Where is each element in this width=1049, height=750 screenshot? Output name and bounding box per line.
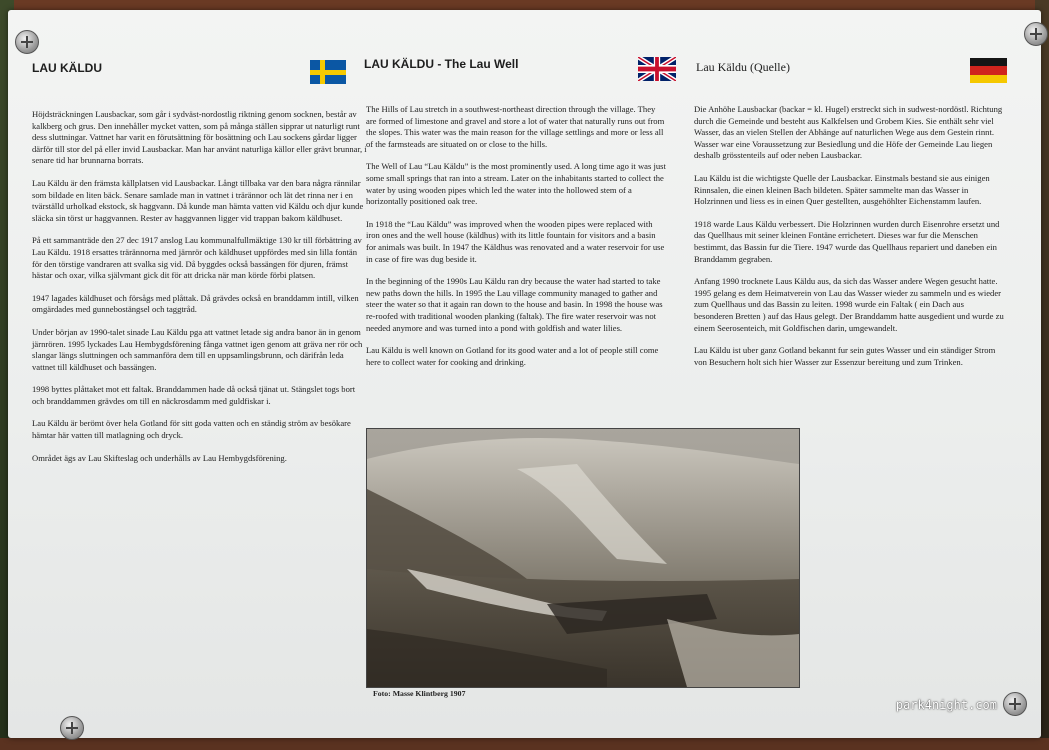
german-paragraph: Anfang 1990 trocknete Laus Käldu aus, da sich das Wasser andere Wegen gesucht hatte. 1995 gelang es dem Heimatverein von Lau das Wasser wieder zu sammeln und es wieder zum Quellhaus und das Bassin zu leiten. 1998 wurde ein Faltak ( ein Dach aus besonderen Bretten ) auf das Haus gelegt. Der Branddamm hatte ausgedient und wurde zu einem Seerosenteich, mit Goldfischen darin, umgewandelt. [694, 276, 1004, 333]
screw-icon [1024, 22, 1048, 46]
information-sign [8, 10, 1041, 738]
swedish-text [32, 109, 368, 475]
flag-uk-icon [638, 57, 676, 81]
wooden-frame-bottom [0, 738, 1049, 750]
screw-icon [15, 30, 39, 54]
english-paragraph: In 1918 the “Lau Käldu” was improved when the wooden pipes were replaced with iron ones and the well house (käldhus) with its little fountain for visitors and a basin for animals was built. In 1947 the Käldhus was renovated and a water reservoir for use in case of fire was dug beside it. [366, 218, 665, 264]
flag-sweden-icon [310, 60, 346, 84]
german-paragraph: Lau Käldu ist die wichtigste Quelle der Lausbackar. Einstmals bestand sie aus einigen Rinnsalen, die einen kleinen Bach bildeten. Später sammelte man das Wasser in Holzrinnen und liess es in einen Quer gestellten, ausgehöhlter Eichenstamm laufen. [694, 172, 990, 207]
swedish-paragraph: Under början av 1990-talet sinade Lau Käldu pga att vattnet letade sig andra banor än in genom järnrören. 1995 lyckades Lau Hembygdsförening fånga vattnet igen genom att gräva ner rör och slangar längs sluttningen och sammanföra dem till en uppsamlingsbrunn, och därifrån leda vattnet till käldhuset och bassängen. [32, 326, 363, 372]
german-paragraph: Lau Käldu ist uber ganz Gotland bekannt fur sein gutes Wasser und ein ständiger Strom von Besuchern holt sich hier Wasser zur Essenzur bereitung und zum Trinken. [694, 345, 996, 367]
german-paragraph: Die Anhöhe Lausbackar (backar = kl. Hugel) erstreckt sich in sudwest-nordöstl. Richtung durch die Gemeinde und besteht aus Kalkfelsen und Grobem Kies. Sie enthält sehr viel Wasser, das an vielen Stellen der Abhänge auf naturlichen Wege aus dem Gestein rinnt. Wasser war eine Voraussetzung zur Besiedlung und die Höfe der Gemeinde Lau liegen deshalb grösstenteils auf oder neben Lausbackar. [694, 104, 1003, 161]
swedish-paragraph: 1947 lagades käldhuset och försågs med plåttak. Då grävdes också en branddamm intill, vilken omgärdades med gunnebostängsel och taggtråd. [32, 292, 359, 315]
screw-icon [60, 716, 84, 740]
swedish-paragraph: Lau Käldu är berömt över hela Gotland för sitt goda vatten och en ständig ström av besökare hämtar här vatten till matlagning och dryck. [32, 418, 351, 441]
swedish-paragraph: 1998 byttes plåttaket mot ett faltak. Branddammen hade då också tjänat ut. Stängslet togs bort och branddammen grävdes om till en näckrosdamm med guldfiskar i. [32, 384, 356, 406]
screw-icon [1003, 692, 1027, 716]
german-paragraph: 1918 warde Laus Käldu verbessert. Die Holzrinnen wurden durch Eisenrohre ersetzt und das Quellhaus mit seiner kleinen Fontäne errichetert. Dieses war fur die Menschen bestimmt, das Bassin fur die Tiere. 1947 wurde das Quellhaus repariert und daneben ein Branddamm gegraben. [694, 218, 1000, 264]
english-title: LAU KÄLDU - The Lau Well [364, 57, 519, 71]
historic-photograph [366, 428, 800, 688]
german-text [694, 104, 1004, 379]
photo-caption: Foto: Masse Klintberg 1907 [373, 689, 466, 698]
english-paragraph: In the beginning of the 1990s Lau Käldu ran dry because the water had started to take new paths down the hills. In 1995 the Lau village community managed to gather and steer the water so that it again ran down to the house and basin. In 1998 the house was re-roofed with traditional wooden planking (faltak). The fire water reservoir was not needed anymore and was turned into a pond with goldfish and water lilies. [366, 276, 663, 333]
swedish-title: LAU KÄLDU [32, 61, 102, 75]
german-title: Lau Käldu (Quelle) [696, 60, 790, 74]
swedish-paragraph: Lau Käldu är den främsta källplatsen vid Lausbackar. Långt tillbaka var den bara några rännilar som bildade en liten bäck. Senare samlade man in vattnet i trärännor och lät det rinna ner i en tvärställd urholkad ekstock, sk haggvann. Då kunde man hämta vatten vid Käldu och djur kunde släcka sin törst ur haggvannen. Rester av haggvannen ligger vid trappan bakom käldhuset. [32, 177, 364, 223]
swedish-paragraph: Området ägs av Lau Skifteslag och underhålls av Lau Hembygdsförening. [32, 452, 287, 463]
swedish-paragraph: Höjdsträckningen Lausbackar, som går i sydväst-nordostlig riktning genom socknen, består av kalkberg och grus. Den innehåller mycket vatten, som på många ställen sipprar ut naturligt runt dess sluttningar. Vattnet har varit en förutsättning för bosättning och Lau sockens gårdar ligger därför till stor del på eller invid Lausbackar. Man har använt naturliga källor eller grävt brunnar, i senare tid har brunnarna borrats. [32, 109, 367, 166]
english-paragraph: Lau Käldu is well known on Gotland for its good water and a lot of people still come here to collect water for cooking and drinking. [366, 345, 659, 367]
watermark: park4night.com [895, 698, 997, 712]
english-paragraph: The Hills of Lau stretch in a southwest-northeast direction through the village. They are formed of limestone and gravel and store a lot of water that naturally runs out from the slopes. This water was the main reason for the village settlings and more or less all of the farmsteads are situated on or close to the hills. [366, 104, 665, 149]
flag-germany-icon [970, 58, 1007, 83]
english-paragraph: The Well of Lau “Lau Käldu” is the most prominently used. A long time ago it was just some small springs that ran into a stream. Later on the inhabitants started to collect the water by using wooden pipes which led the water into the hollowed stem of a horizontally positioned oak tree. [366, 161, 666, 207]
english-text [366, 104, 666, 379]
swedish-paragraph: På ett sammanträde den 27 dec 1917 anslog Lau kommunalfullmäktige 130 kr till förbättring av Lau Käldu. 1918 ersattes trärännorna med järnrör och käldhuset uppfördes med sin lilla fontän för den törstige vandraren att svalka sig vid. Då byggdes också bassängen för djuren, främst hästar och oxar, vilka självmant gick dit för att dricka när man körde förbi platsen. [32, 235, 362, 281]
